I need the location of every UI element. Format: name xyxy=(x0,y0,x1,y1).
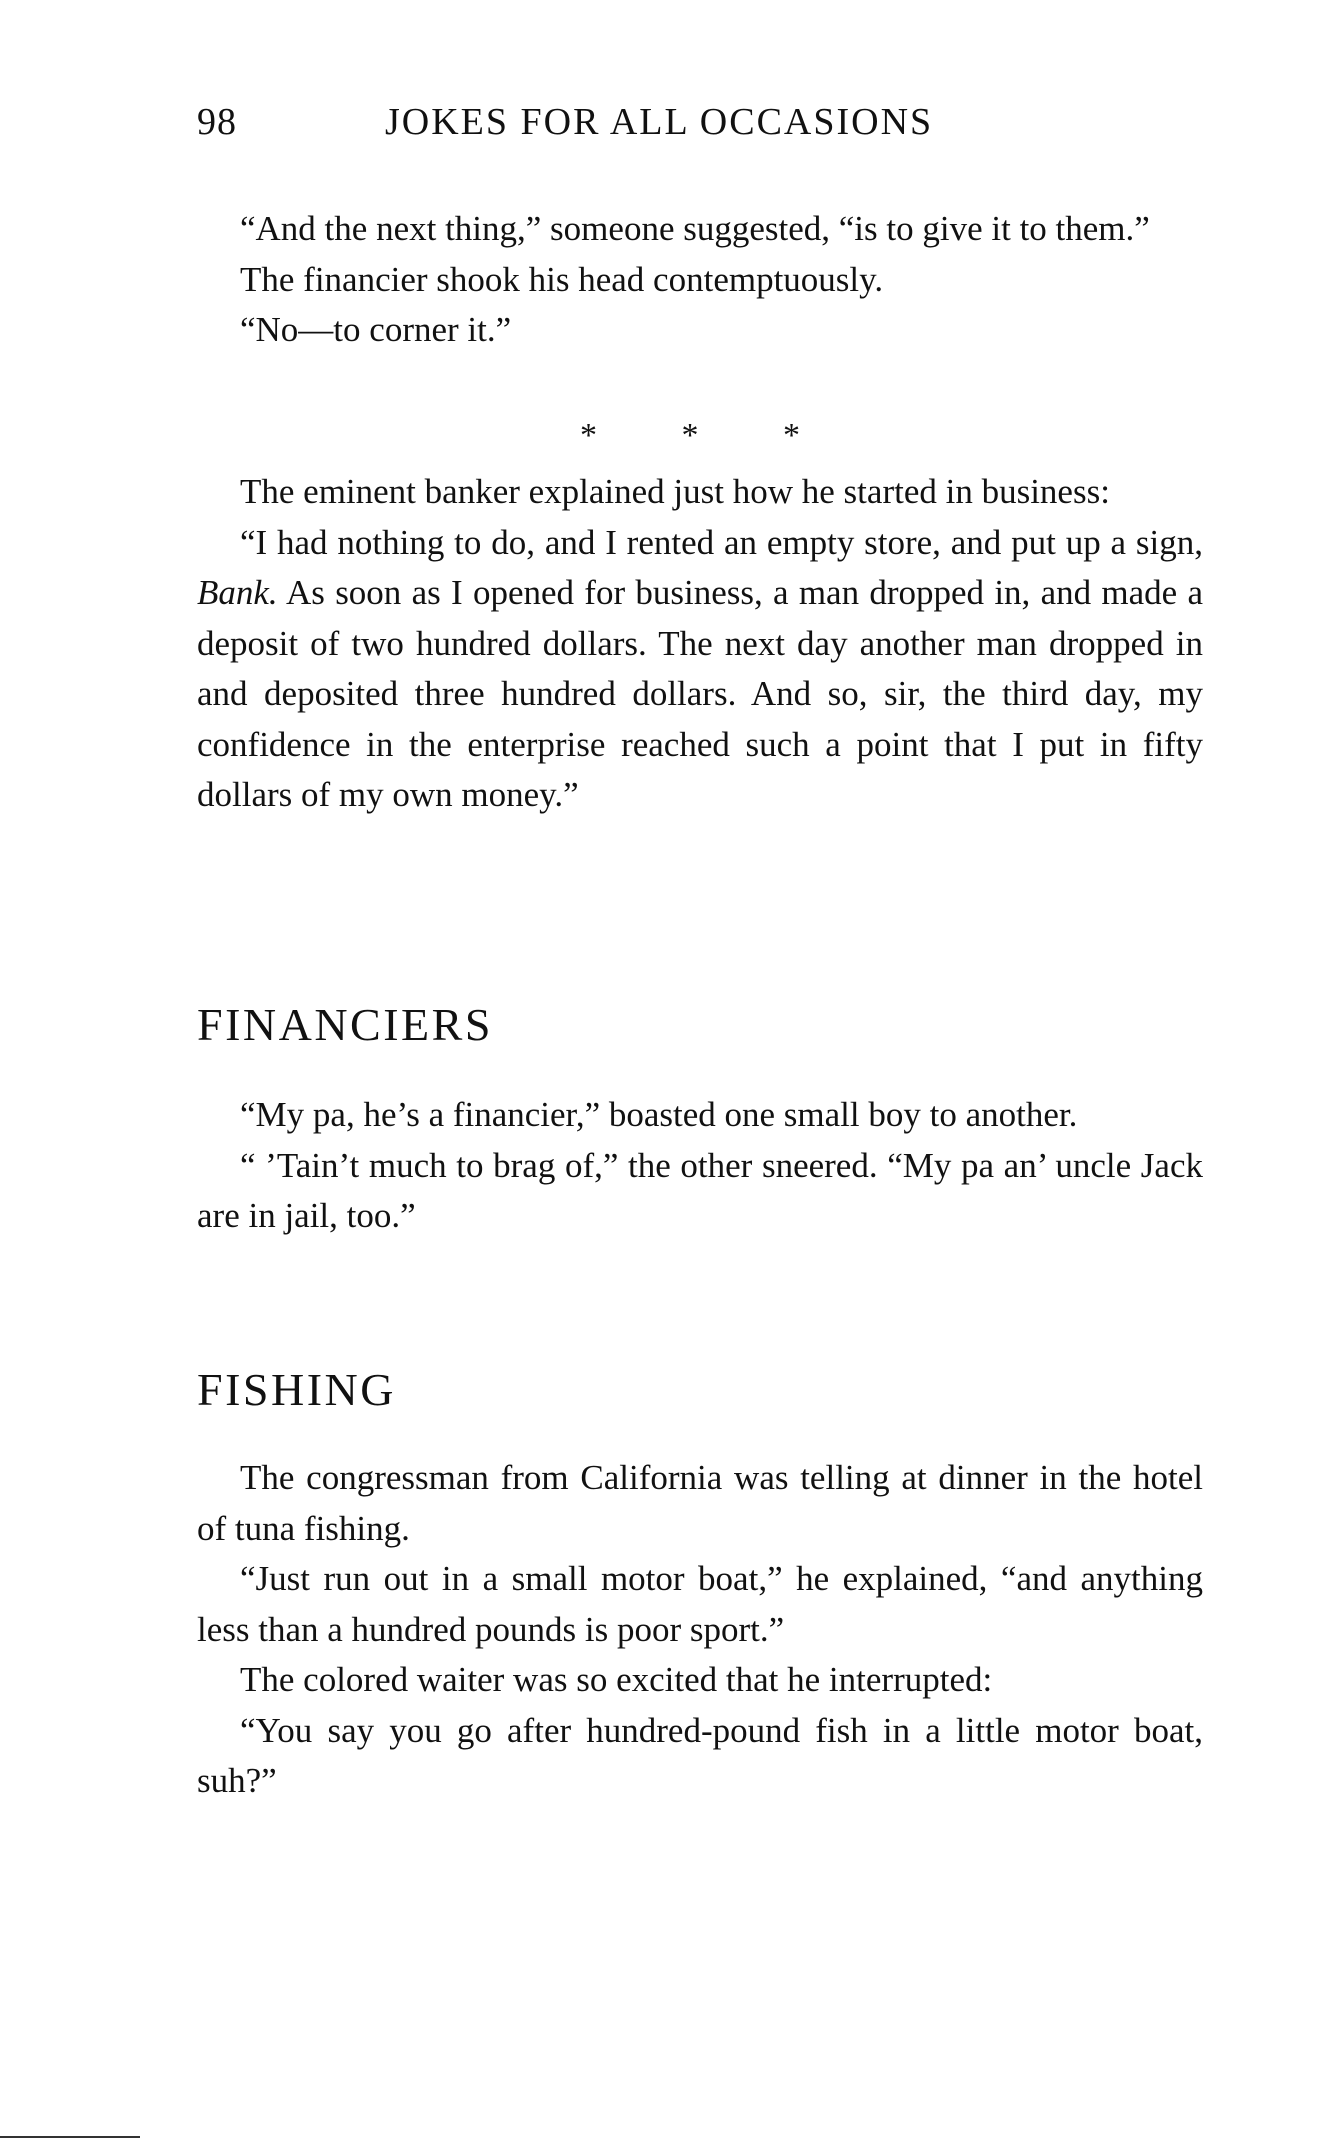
opening-joke xyxy=(197,204,1203,356)
banker-joke xyxy=(197,467,1203,821)
text-run: “I had nothing to do, and I rented an empty store, and put up a sign, xyxy=(240,522,1203,562)
running-head: JOKES FOR ALL OCCASIONS xyxy=(385,101,934,143)
section-separator xyxy=(580,417,800,455)
italic-text-run: Bank. xyxy=(197,573,278,612)
asterisk: * xyxy=(783,417,800,454)
text-run: As soon as I opened for business, a man dropped in, and made a deposit of two hundred dollars. The next day another man dropped in and deposited three hundred dollars. And so, sir, the third day, my confidence in the enterprise reached such a point that I put in fifty dollars of my own money.” xyxy=(197,573,1203,814)
paragraph: “You say you go after hundred-pound fish in a little motor boat, suh?” xyxy=(197,1710,1203,1800)
paragraph: “Just run out in a small motor boat,” he explained, “and anything less than a hundred pounds is poor sport.” xyxy=(197,1559,1203,1649)
scan-edge-rule xyxy=(0,2136,140,2138)
section-heading-financiers: FINANCIERS xyxy=(197,999,493,1050)
paragraph xyxy=(197,518,1203,821)
page-header xyxy=(197,100,1203,150)
paragraph: The financier shook his head contemptuously. xyxy=(240,259,884,299)
financiers-joke xyxy=(197,1090,1203,1242)
paragraph: “And the next thing,” someone suggested, “is to give it to them.” xyxy=(240,209,1150,248)
paragraph: “No—to corner it.” xyxy=(240,310,512,349)
paragraph: “My pa, he’s a financier,” boasted one small boy to another. xyxy=(240,1095,1078,1134)
section-heading-fishing: FISHING xyxy=(197,1364,396,1415)
page-number: 98 xyxy=(197,101,237,143)
paragraph: The eminent banker explained just how he started in business: xyxy=(240,472,1110,511)
paragraph: “ ’Tain’t much to brag of,” the other sneered. “My pa an’ uncle Jack are in jail, too.” xyxy=(197,1145,1203,1235)
paragraph: The congressman from California was telling at dinner in the hotel of tuna fishing. xyxy=(197,1458,1203,1548)
asterisk: * xyxy=(681,417,699,454)
asterisk: * xyxy=(580,417,597,454)
paragraph: The colored waiter was so excited that he interrupted: xyxy=(240,1660,993,1699)
fishing-joke xyxy=(197,1453,1203,1807)
